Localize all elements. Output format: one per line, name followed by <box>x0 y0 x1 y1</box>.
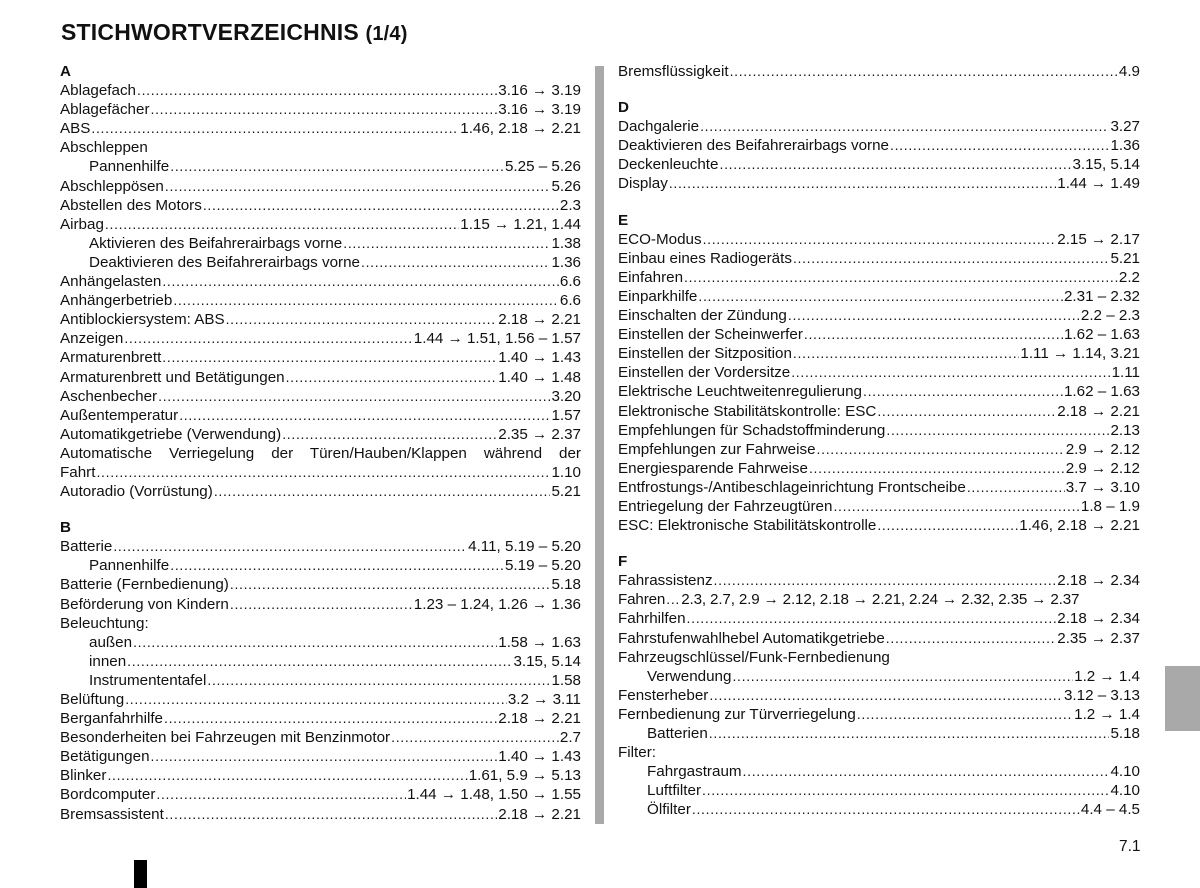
index-entry: Empfehlungen zur Fahrweise . . . 2.9 → 2.12 <box>618 440 1140 459</box>
index-entry: Dachgalerie . . . 3.27 <box>618 117 1140 136</box>
index-entry: Abstellen des Motors . . . 2.3 <box>60 196 581 215</box>
title-main: STICHWORTVERZEICHNIS <box>61 19 359 45</box>
index-heading: Filter: <box>618 744 656 762</box>
index-entry: Bordcomputer . . . 1.44 → 1.48, 1.50 → 1.55 <box>60 785 581 804</box>
index-entry: Abschleppösen . . . 5.26 <box>60 177 581 196</box>
index-entry: Besonderheiten bei Fahrzeugen mit Benzinmotor . . . 2.7 <box>60 728 581 747</box>
index-entry: Einbau eines Radiogeräts . . . 5.21 <box>618 249 1140 268</box>
index-subentry: Pannenhilfe . . . 5.25 – 5.26 <box>60 157 581 176</box>
index-entry: ECO-Modus . . . 2.15 → 2.17 <box>618 230 1140 249</box>
index-entry: ESC: Elektronische Stabilitätskontrolle . . . 1.46, 2.18 → 2.21 <box>618 516 1140 535</box>
index-subentry: Deaktivieren des Beifahrerairbags vorne . . . 1.36 <box>60 253 581 272</box>
index-entry: Betätigungen . . . 1.40 → 1.43 <box>60 747 581 766</box>
index-heading: Abschleppen <box>60 139 148 157</box>
index-entry: Aschenbecher . . . 3.20 <box>60 387 581 406</box>
index-entry: Einstellen der Scheinwerfer . . . 1.62 – 1.63 <box>618 325 1140 344</box>
index-entry: Armaturenbrett . . . 1.40 → 1.43 <box>60 348 581 367</box>
index-entry: Bremsassistent . . . 2.18 → 2.21 <box>60 805 581 824</box>
index-entry: Fahren . . . 2.3, 2.7, 2.9 → 2.12, 2.18 → 2.21, 2.24 → 2.32, 2.35 → 2.37 <box>618 590 1140 609</box>
index-entry: Entfrostungs-/Antibeschlageinrichtung Frontscheibe . . . 3.7 → 3.10 <box>618 478 1140 497</box>
index-entry: Fahrt . . . 1.10 <box>60 463 581 482</box>
index-entry: Anhängelasten . . . 6.6 <box>60 272 581 291</box>
index-entry: Belüftung . . . 3.2 → 3.11 <box>60 690 581 709</box>
index-entry: Deckenleuchte . . . 3.15, 5.14 <box>618 155 1140 174</box>
title-part: (1/4) <box>365 23 408 45</box>
index-entry: Bremsflüssigkeit . . . 4.9 <box>618 62 1140 81</box>
index-entry: Einstellen der Sitzposition . . . 1.11 → 1.14, 3.21 <box>618 344 1140 363</box>
index-subentry: Verwendung . . . 1.2 → 1.4 <box>618 667 1140 686</box>
index-entry: Einparkhilfe . . . 2.31 – 2.32 <box>618 287 1140 306</box>
index-subentry: Ölfilter . . . 4.4 – 4.5 <box>618 800 1140 819</box>
index-entry: Ablagefach . . . 3.16 → 3.19 <box>60 81 581 100</box>
index-subentry: innen . . . 3.15, 5.14 <box>60 652 581 671</box>
index-column-right <box>618 62 1140 819</box>
index-entry: Batterie (Fernbedienung) . . . 5.18 <box>60 575 581 594</box>
index-entry: Fahrassistenz . . . 2.18 → 2.34 <box>618 571 1140 590</box>
index-entry: Energiesparende Fahrweise . . . 2.9 → 2.12 <box>618 459 1140 478</box>
index-entry: ABS . . . 1.46, 2.18 → 2.21 <box>60 119 581 138</box>
index-entry: Autoradio (Vorrüstung) . . . 5.21 <box>60 482 581 501</box>
index-entry: Batterie . . . 4.11, 5.19 – 5.20 <box>60 537 581 556</box>
index-entry: Display . . . 1.44 → 1.49 <box>618 174 1140 193</box>
index-entry: Antiblockiersystem: ABS . . . 2.18 → 2.21 <box>60 310 581 329</box>
page-number: 7.1 <box>1119 838 1141 855</box>
index-entry: Empfehlungen für Schadstoffminderung . . . 2.13 <box>618 421 1140 440</box>
index-subentry: Aktivieren des Beifahrerairbags vorne . . . 1.38 <box>60 234 581 253</box>
section-letter-a: A <box>60 63 71 80</box>
index-subentry: Luftfilter . . . 4.10 <box>618 781 1140 800</box>
section-letter-b: B <box>60 519 71 537</box>
index-entry: Automatikgetriebe (Verwendung) . . . 2.35 → 2.37 <box>60 425 581 444</box>
index-entry-wrapped: Automatische Verriegelung der Türen/Hauben/Klappen während der <box>60 444 581 462</box>
print-crop-mark <box>134 860 147 888</box>
index-entry: Fahrstufenwahlhebel Automatikgetriebe . . . 2.35 → 2.37 <box>618 629 1140 648</box>
index-heading: Fahrzeugschlüssel/Funk-Fernbedienung <box>618 648 890 666</box>
chapter-thumb-tab <box>1165 666 1200 731</box>
index-column-left <box>60 62 581 824</box>
index-entry: Einfahren . . . 2.2 <box>618 268 1140 287</box>
section-letter-f: F <box>618 553 628 571</box>
index-entry: Anzeigen . . . 1.44 → 1.51, 1.56 – 1.57 <box>60 329 581 348</box>
index-entry: Einstellen der Vordersitze . . . 1.11 <box>618 363 1140 382</box>
index-heading: Beleuchtung: <box>60 614 149 632</box>
index-entry: Einschalten der Zündung . . . 2.2 – 2.3 <box>618 306 1140 325</box>
index-entry: Deaktivieren des Beifahrerairbags vorne . . . 1.36 <box>618 136 1140 155</box>
index-subentry: außen . . . 1.58 → 1.63 <box>60 633 581 652</box>
index-entry: Anhängerbetrieb . . . 6.6 <box>60 291 581 310</box>
index-entry: Entriegelung der Fahrzeugtüren . . . 1.8 – 1.9 <box>618 497 1140 516</box>
section-letter-e: E <box>618 211 629 229</box>
index-subentry: Pannenhilfe . . . 5.19 – 5.20 <box>60 556 581 575</box>
index-entry: Außentemperatur . . . 1.57 <box>60 406 581 425</box>
section-letter-d: D <box>618 99 629 117</box>
index-entry: Elektronische Stabilitätskontrolle: ESC . . . 2.18 → 2.21 <box>618 402 1140 421</box>
index-entry: Ablagefächer . . . 3.16 → 3.19 <box>60 100 581 119</box>
index-entry: Armaturenbrett und Betätigungen . . . 1.40 → 1.48 <box>60 368 581 387</box>
page-title <box>61 19 408 46</box>
index-subentry: Fahrgastraum . . . 4.10 <box>618 762 1140 781</box>
index-entry: Beförderung von Kindern . . . 1.23 – 1.24, 1.26 → 1.36 <box>60 595 581 614</box>
index-entry: Fahrhilfen . . . 2.18 → 2.34 <box>618 609 1140 628</box>
index-entry: Fernbedienung zur Türverriegelung . . . 1.2 → 1.4 <box>618 705 1140 724</box>
index-entry: Airbag . . . 1.15 → 1.21, 1.44 <box>60 215 581 234</box>
index-entry: Fensterheber . . . 3.12 – 3.13 <box>618 686 1140 705</box>
index-subentry: Batterien . . . 5.18 <box>618 724 1140 743</box>
index-entry: Berganfahrhilfe . . . 2.18 → 2.21 <box>60 709 581 728</box>
column-divider <box>595 66 604 824</box>
index-entry: Elektrische Leuchtweitenregulierung . . . 1.62 – 1.63 <box>618 382 1140 401</box>
index-subentry: Instrumententafel . . . 1.58 <box>60 671 581 690</box>
index-entry: Blinker . . . 1.61, 5.9 → 5.13 <box>60 766 581 785</box>
